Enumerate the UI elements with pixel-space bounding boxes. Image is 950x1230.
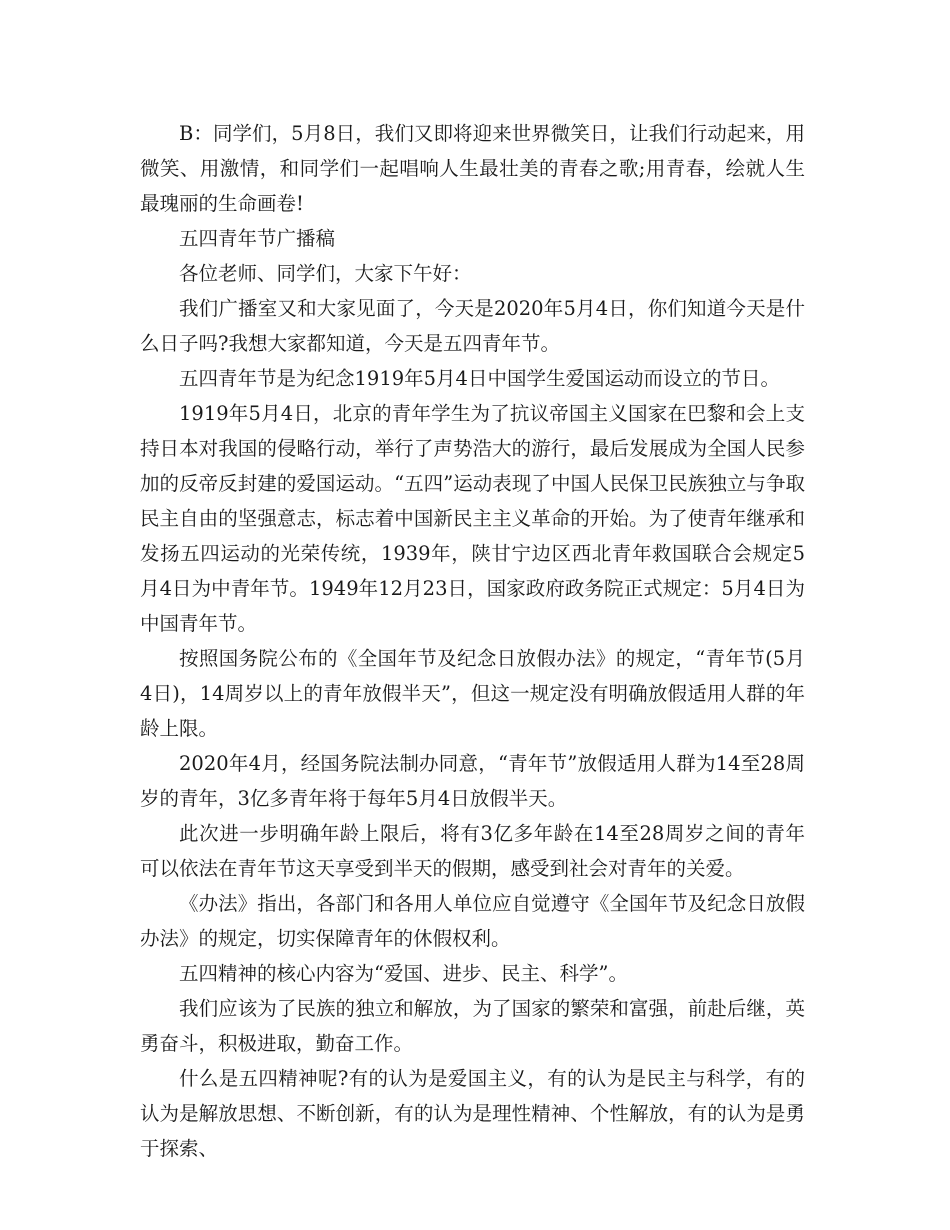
paragraph-history: 1919年5月4日，北京的青年学生为了抗议帝国主义国家在巴黎和会上支持日本对我国的侵略行动，举行了声势浩大的游行，最后发展成为全国人民参加的反帝反封建的爱国运动。“五四”运动表现了中国人民保卫民族独立与争取民主自由的坚强意志，标志着中国新民主主义革命的开始。为了使青年继承和发扬五四运动的光荣传统，1939年，陕甘宁边区西北青年救国联合会规定5月4日为中青年节。1949年12月23日，国家政府政务院正式规定：5月4日为中国青年节。	[140, 402, 805, 635]
paragraph-greeting: 各位老师、同学们，大家下午好：	[179, 262, 472, 285]
paragraph-holiday-rule: 按照国务院公布的《全国年节及纪念日放假办法》的规定，“青年节(5月4日)，14周岁以上的青年放假半天”，但这一规定没有明确放假适用人群的年龄上限。	[140, 647, 805, 740]
paragraph-intro: 我们广播室又和大家见面了，今天是2020年5月4日，你们知道今天是什么日子吗?我想大家都知道，今天是五四青年节。	[140, 297, 805, 355]
paragraph-festival-purpose: 五四青年节是为纪念1919年5月4日中国学生爱国运动而设立的节日。	[179, 367, 780, 390]
paragraph-age-limit: 此次进一步明确年龄上限后，将有3亿多年龄在14至28周岁之间的青年可以依法在青年节这天享受到半天的假期，感受到社会对青年的关爱。	[140, 822, 805, 880]
paragraph-2020-rule: 2020年4月，经国务院法制办同意，“青年节”放假适用人群为14至28周岁的青年，3亿多青年将于每年5月4日放假半天。	[140, 752, 805, 810]
paragraph-measures: 《办法》指出，各部门和各用人单位应自觉遵守《全国年节及纪念日放假办法》的规定，切实保障青年的休假权利。	[140, 892, 805, 950]
paragraph-core-spirit: 五四精神的核心内容为“爱国、进步、民主、科学”。	[179, 962, 628, 985]
broadcast-title: 五四青年节广播稿	[179, 227, 336, 250]
document-body	[140, 116, 805, 1166]
paragraph-smile-day: B：同学们，5月8日，我们又即将迎来世界微笑日，让我们行动起来，用微笑、用激情，和同学们一起唱响人生最壮美的青春之歌;用青春，绘就人生最瑰丽的生命画卷!	[140, 122, 805, 215]
paragraph-what-is-spirit: 什么是五四精神呢?有的认为是爱国主义，有的认为是民主与科学，有的认为是解放思想、不断创新，有的认为是理性精神、个性解放，有的认为是勇于探索、	[140, 1067, 805, 1160]
paragraph-call-to-action: 我们应该为了民族的独立和解放，为了国家的繁荣和富强，前赴后继，英勇奋斗，积极进取，勤奋工作。	[140, 997, 805, 1055]
